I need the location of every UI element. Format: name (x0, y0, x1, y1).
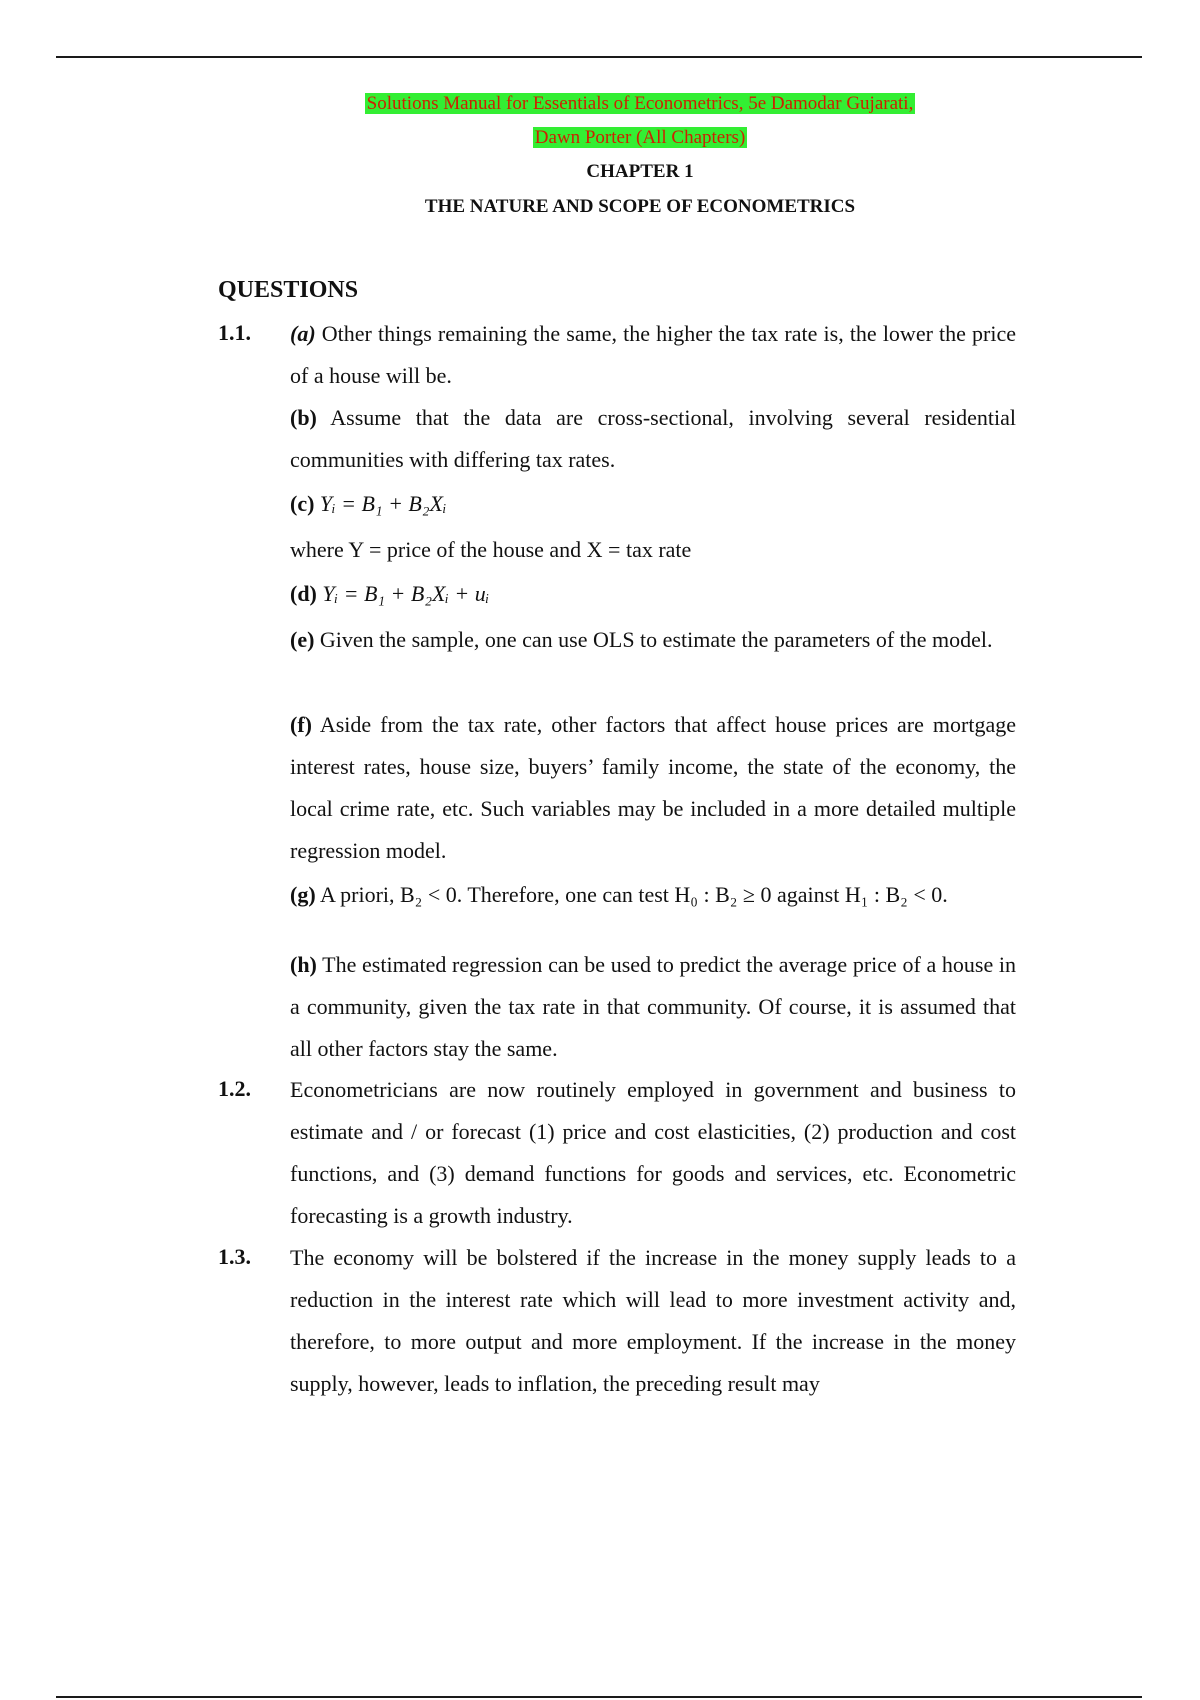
answer-1-1-c-where: where Y = price of the house and X = tax rate (290, 537, 692, 562)
highlighted-title-2: Dawn Porter (All Chapters) (534, 127, 746, 148)
question-number-1-3: 1.3. (218, 1244, 251, 1269)
title-line-2 (0, 127, 1200, 149)
highlighted-title-1: Solutions Manual for Essentials of Econometrics, 5e Damodar Gujarati, (366, 93, 914, 114)
label-a: (a) (290, 321, 316, 346)
label-c: (c) (290, 491, 315, 516)
answer-a-text: Other things remaining the same, the higher the tax rate is, the lower the price of a house will be. (290, 321, 1017, 388)
answer-f-text: Aside from the tax rate, other factors that affect house prices are mortgage interest rates, house size, buyers’ family income, the state of the economy, the local crime rate, etc. Such variables may be included in a more detailed multiple regression model. (290, 712, 1016, 863)
answer-1-3: The economy will be bolstered if the increase in the money supply leads to a reduction in the interest rate which will lead to more investment activity and, therefore, to more output and more employment. If the increase in the money supply, however, leads to inflation, the preceding result may (290, 1245, 1016, 1396)
answer-1-1-e (290, 619, 1016, 661)
answer-1-1-d (290, 573, 1016, 615)
answer-1-1-a (290, 313, 1016, 397)
answer-h-text: The estimated regression can be used to predict the average price of a house in a community, given the tax rate in that community. Of course, it is assumed that all other factors stay the same. (290, 952, 1017, 1061)
answer-1-1-f (290, 704, 1016, 872)
answer-1-1-h (290, 944, 1016, 1070)
label-f: (f) (290, 712, 312, 737)
question-number-1-1: 1.1. (218, 320, 251, 345)
chapter-number: CHAPTER 1 (586, 161, 694, 182)
answer-1-1-b (290, 397, 1016, 481)
answer-e-text: Given the sample, one can use OLS to estimate the parameters of the model. (319, 627, 993, 652)
answer-g-text: A priori, B₂ < 0. Therefore, one can test H₀ : B₂ ≥ 0 against H₁ : B₂ < 0. (319, 882, 948, 907)
answer-1-1-g (290, 874, 1016, 916)
answer-1-1-c (290, 483, 1016, 525)
label-h: (h) (290, 952, 317, 977)
answer-1-2: Econometricians are now routinely employed in government and business to estimate and / or forecast (1) price and cost elasticities, (2) production and cost functions, and (3) demand functions for goods and services, etc. Econometric forecasting is a growth industry. (290, 1077, 1016, 1228)
title-line-1 (0, 93, 1200, 115)
equation-d: Yᵢ = B₁ + B₂Xᵢ + uᵢ (322, 581, 490, 606)
label-d: (d) (290, 581, 317, 606)
questions-heading: QUESTIONS (218, 277, 359, 303)
top-rule (56, 56, 1142, 58)
equation-c: Yᵢ = B₁ + B₂Xᵢ (319, 491, 447, 516)
answer-b-text: Assume that the data are cross-sectional, involving several residential communities with differing tax rates. (290, 405, 1016, 472)
label-b: (b) (290, 405, 317, 430)
question-number-1-2: 1.2. (218, 1076, 251, 1101)
label-g: (g) (290, 882, 316, 907)
label-e: (e) (290, 627, 315, 652)
bottom-rule (56, 1696, 1142, 1698)
chapter-title: THE NATURE AND SCOPE OF ECONOMETRICS (424, 196, 856, 217)
